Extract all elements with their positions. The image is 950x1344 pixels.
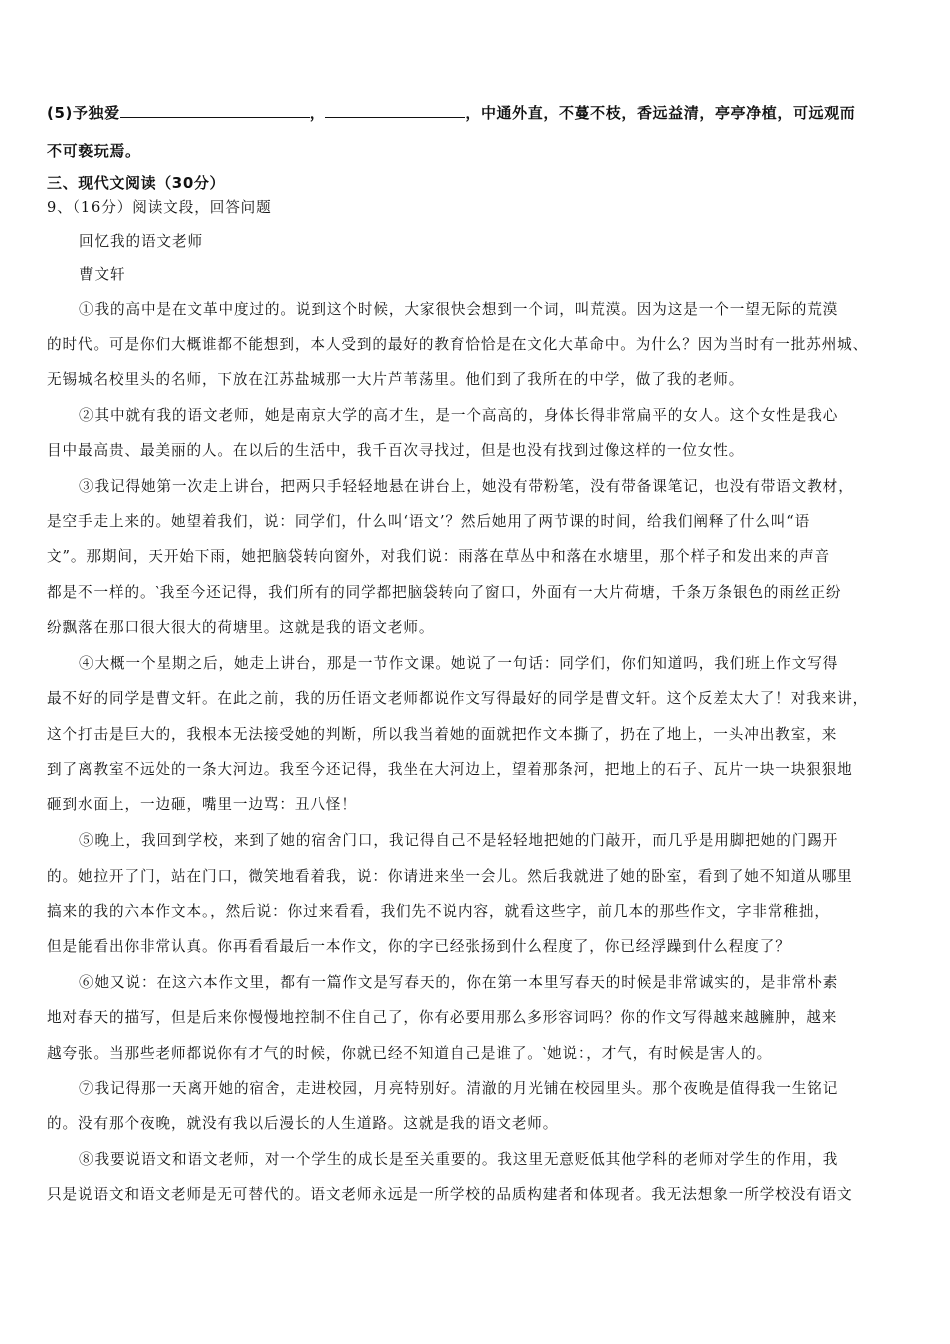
poem-fill-comma: ， — [309, 104, 326, 122]
article-line: ⑦我记得那一天离开她的宿舍，走进校园，月亮特别好。清澈的月光铺在校园里头。那个夜晚是值得我一生铭记 — [79, 1080, 839, 1097]
poem-fill-prefix: (5)予独爱 — [47, 104, 120, 122]
article-line: 但是能看出你非常认真。你再看看最后一本作文，你的字已经张扬到什么程度了，你已经浮躁到什么程度了？ — [47, 938, 791, 955]
fill-blank-1[interactable] — [120, 103, 310, 118]
question-heading: 9、（16分）阅读文段，回答问题 — [47, 199, 272, 216]
article-line: ⑧我要说语文和语文老师，对一个学生的成长是至关重要的。我这里无意贬低其他学科的老师对学生的作用，我 — [79, 1151, 839, 1168]
article-line: ①我的高中是在文革中度过的。说到这个时候，大家很快会想到一个词，叫荒漠。因为这是一个一望无际的荒漠 — [79, 301, 839, 318]
article-line: 到了离教室不远处的一条大河边。我至今还记得，我坐在大河边上，望着那条河，把地上的石子、瓦片一块一块狠狠地 — [47, 761, 853, 778]
article-line: 最不好的同学是曹文轩。在此之前，我的历任语文老师都说作文写得最好的同学是曹文轩。这个反差太大了！对我来讲， — [47, 690, 869, 707]
article-line: ④大概一个星期之后，她走上讲台，那是一节作文课。她说了一句话：同学们，你们知道吗，我们班上作文写得 — [79, 655, 839, 672]
article-line: 目中最高贵、最美丽的人。在以后的生活中，我千百次寻找过，但是也没有找到过像这样的一位女性。 — [47, 442, 745, 459]
article-line: 的。没有那个夜晚，就没有我以后漫长的人生道路。这就是我的语文老师。 — [47, 1115, 559, 1132]
poem-fill-suffix: ，中通外直，不蔓不枝，香远益清，亭亭净植，可远观而 — [465, 104, 856, 122]
article-line: 的。她拉开了门，站在门口，微笑地看着我，说：你请进来坐一会儿。然后我就进了她的卧室，看到了她不知道从哪里 — [47, 868, 853, 885]
fill-blank-2[interactable] — [325, 103, 465, 118]
article-line: 都是不一样的。‵我至今还记得，我们所有的同学都把脑袋转向了窗口，外面有一大片荷塘，千条万条银色的雨丝正纷 — [47, 584, 842, 601]
article-line: 无锡城名校里头的名师，下放在江苏盐城那一大片芦苇荡里。他们到了我所在的中学，做了我的老师。 — [47, 371, 745, 388]
article-title: 回忆我的语文老师 — [79, 233, 203, 250]
article-line: 的时代。可是你们大概谁都不能想到，本人受到的最好的教育恰恰是在文化大革命中。为什么？因为当时有一批苏州城、 — [47, 336, 869, 353]
article-line: ⑤晚上，我回到学校，来到了她的宿舍门口，我记得自己不是轻轻地把她的门敲开，而几乎是用脚把她的门踢开 — [79, 832, 839, 849]
article-line: 搞来的我的六本作文本。，然后说：你过来看看，我们先不说内容，就看这些字，前几本的那些作文，字非常稚拙， — [47, 903, 830, 920]
article-line: 只是说语文和语文老师是无可替代的。语文老师永远是一所学校的品质构建者和体现者。我无法想象一所学校没有语文 — [47, 1186, 853, 1203]
poem-fill-line-2: 不可亵玩焉。 — [47, 142, 141, 160]
article-line: 砸到水面上，一边砸，嘴里一边骂：丑八怪！ — [47, 796, 357, 813]
article-line: 越夸张。当那些老师都说你有才气的时候，你就已经不知道自己是谁了。‵她说：，才气，有时候是害人的。 — [47, 1045, 773, 1062]
poem-fill-question — [47, 102, 909, 124]
section-title: 三、现代文阅读（30分） — [47, 174, 226, 192]
article-line: ③我记得她第一次走上讲台，把两只手轻轻地悬在讲台上，她没有带粉笔，没有带备课笔记，也没有带语文教材， — [79, 478, 854, 495]
article-line: ⑥她又说：在这六本作文里，都有一篇作文是写春天的，你在第一本里写春天的时候是非常诚实的，是非常朴素 — [79, 974, 839, 991]
article-author: 曹文轩 — [79, 266, 126, 283]
article-line: 文”。那期间，天开始下雨，她把脑袋转向窗外，对我们说：雨落在草丛中和落在水塘里，那个样子和发出来的声音 — [47, 548, 831, 565]
article-line: ②其中就有我的语文老师，她是南京大学的高才生，是一个高高的，身体长得非常扁平的女人。这个女性是我心 — [79, 407, 839, 424]
article-line: 这个打击是巨大的，我根本无法接受她的判断，所以我当着她的面就把作文本撕了，扔在了地上，一头冲出教室，来 — [47, 726, 838, 743]
article-line: 是空手走上来的。她望着我们，说：同学们，什么叫‘语文’？然后她用了两节课的时间，给我们阐释了什么叫“语 — [47, 513, 811, 530]
article-line: 地对春天的描写，但是后来你慢慢地控制不住自己了，你有必要用那么多形容词吗？你的作文写得越来越臃肿，越来 — [47, 1009, 838, 1026]
article-line: 纷飘落在那口很大很大的荷塘里。这就是我的语文老师。 — [47, 619, 435, 636]
